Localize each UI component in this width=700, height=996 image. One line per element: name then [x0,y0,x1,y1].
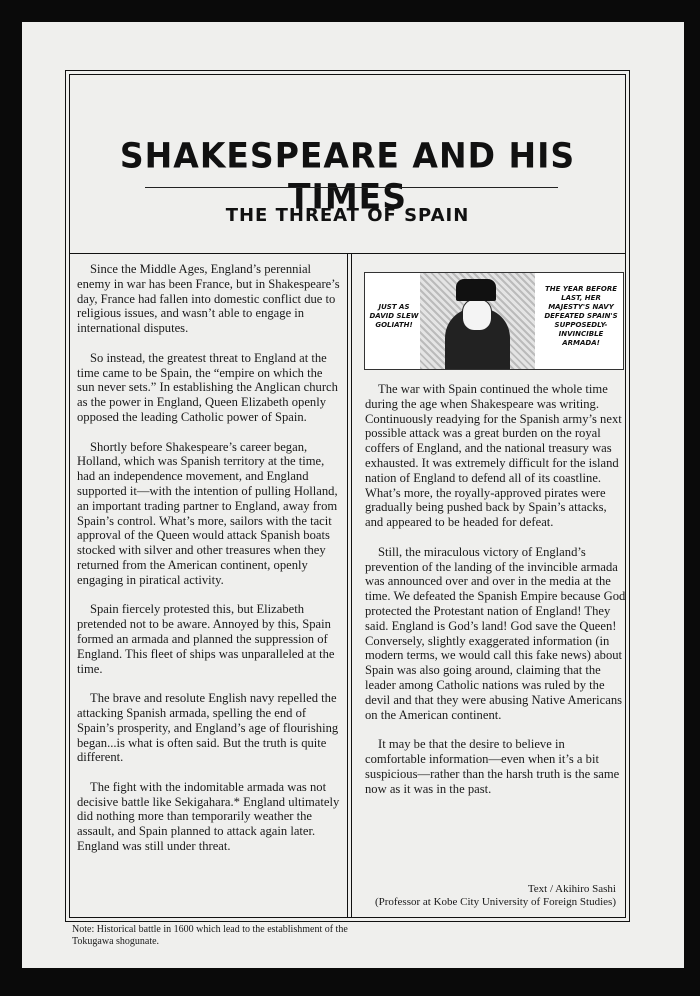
hat-icon [456,279,496,301]
article-subtitle: THE THREAT OF SPAIN [225,205,470,226]
page [22,22,684,968]
paragraph: The war with Spain continued the whole time during the age when Shakespeare was writing. Continuously readying for the Spanish army’s next possible attack was a great burden on the royal coffers of England, and the national treasury was exhausted. It was extremely difficult for the island nation of England to defend all of its coastline. What’s more, the royally-approved pirates were gradually being pushed back by Spain’s attacks, and appeared to be headed for defeat. [365,382,622,530]
manga-panel [364,272,624,370]
figure-face [462,299,492,331]
left-column [77,262,342,869]
paragraph: Spain fiercely protested this, but Elizabeth pretended not to be aware. Annoyed by this, Spain formed an armada and planned the suppression of England. This fleet of ships was unparalleled at the time. [77,602,335,676]
footnote: Note: Historical battle in 1600 which lead to the establishment of the Tokugawa shogunate. [72,924,348,947]
columns [70,253,625,917]
paragraph: The brave and resolute English navy repelled the attacking Spanish armada, spelling the end of Spain’s prosperity, and England’s age of flourishing began...is what is often said. But the truth is quite different. [77,691,339,765]
credit-affiliation: (Professor at Kobe City University of Foreign Studies) [374,896,616,908]
column-divider [347,254,348,917]
right-column [365,382,627,811]
paragraph: Since the Middle Ages, England’s perennial enemy in war has been France, but in Shakespeare’s day, France had fallen into domestic conflict due to religious issues, and wasn’t able to engage in international disputes. [77,262,340,336]
article-frame [65,70,630,922]
paragraph: Shortly before Shakespeare’s career began, Holland, which was Spanish territory at the time, had an independence movement, and England supported it—with the intention of pulling Holland, an important trading partner to England, away from Spain’s control. What’s more, sailors with the tacit approval of the Queen would attack Spanish boats stocked with silver and other treasures when they returned from the American continent, openly engaging in piratical activity. [77,439,338,587]
author-credit [375,883,616,909]
credit-author: Text / Akihiro Sashi [527,883,616,895]
preacher-illustration [420,273,535,369]
article-title: SHAKESPEARE AND HIS TIMES [119,135,576,217]
paragraph: So instead, the greatest threat to England at the time came to be Spain, the “empire on which the sun never sets.” In establishing the Anglican church as the power in England, Queen Elizabeth openly opposed the leading Catholic power of Spain. [77,350,338,424]
article-frame-inner [69,74,626,918]
title-divider [145,187,558,188]
speech-bubble-left: JUST AS DAVID SLEW GOLIATH! [369,303,419,329]
column-divider [351,254,352,917]
speech-bubble-right: THE YEAR BEFORE LAST, HER MAJESTY'S NAVY DEFEATED SPAIN'S SUPPOSEDLY-INVINCIBLE ARMADA! [544,285,618,347]
paragraph: The fight with the indomitable armada was not decisive battle like Sekigahara.* England ultimately did nothing more than temporarily weather the assault, and Spain planned to attack again later. England was still under threat. [77,779,340,854]
paragraph: Still, the miraculous victory of England’s prevention of the landing of the invincible armada was announced over and over in the media at the time. We defeated the Spanish Empire because God protected the Protestant nation of England! They said. England is God’s land! God save the Queen! Conversely, slightly exaggerated information (in modern terms, we would call this fake news) about Spain was also going around, claiming that the leader among Catholic nations was ruled by the devil and that they were abusing Native Americans on the American continent. [365,544,626,722]
paragraph: It may be that the desire to believe in comfortable information—even when it’s a bit suspicious—rather than the harsh truth is the same now as it was in the past. [365,737,620,796]
